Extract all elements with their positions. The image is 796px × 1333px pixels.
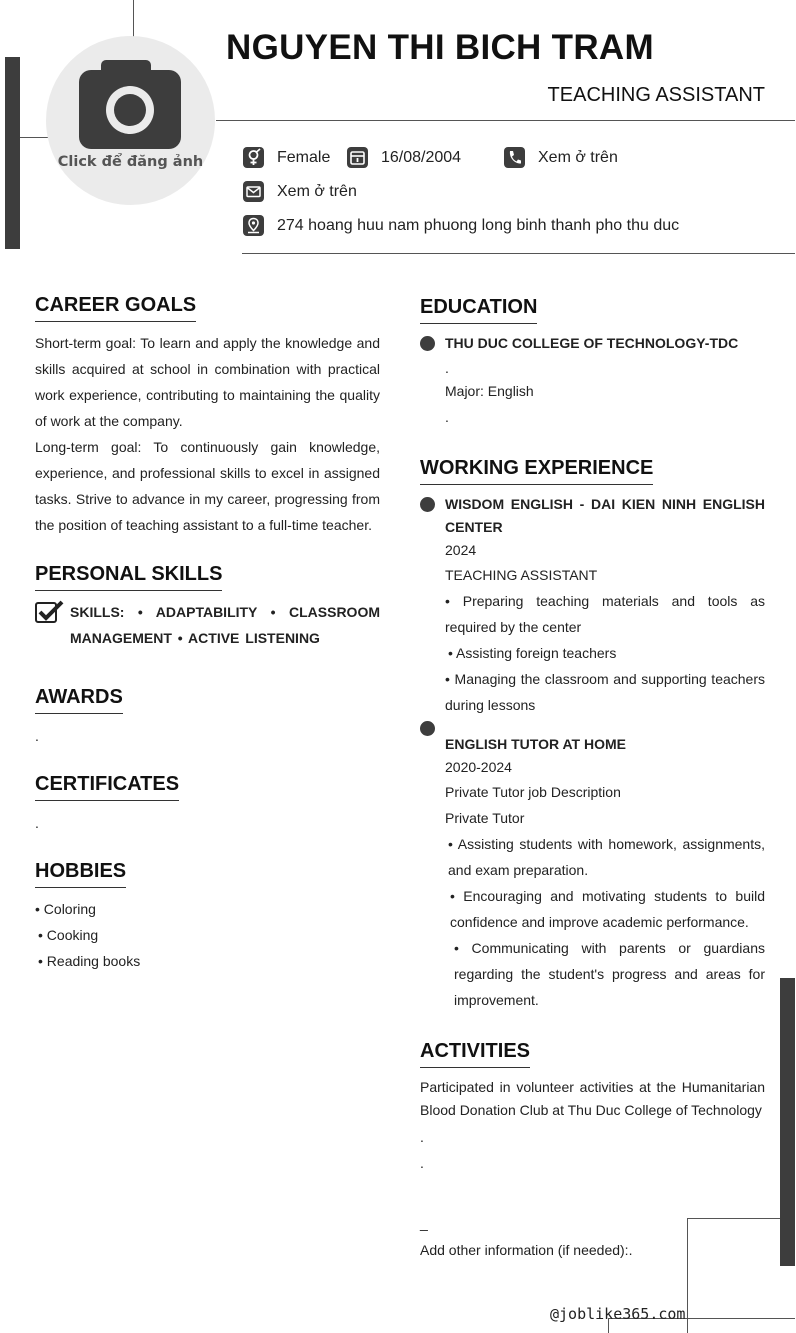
- left-accent-bar: [5, 57, 20, 249]
- task-item: • Managing the classroom and supporting teachers during lessons: [445, 671, 765, 713]
- hobbies-heading: HOBBIES: [35, 860, 126, 888]
- hobby-item: • Cooking: [38, 927, 99, 943]
- phone-icon: [504, 147, 525, 168]
- task-item: • Preparing teaching materials and tools as required by the center: [445, 593, 765, 635]
- activities-line: .: [420, 1155, 424, 1171]
- school-name: THU DUC COLLEGE OF TECHNOLOGY-TDC: [445, 335, 739, 351]
- address-value: 274 hoang huu nam phuong long binh thanh pho thu duc: [277, 217, 680, 234]
- personal-skills-text: SKILLS: • ADAPTABILITY • CLASSROOM MANAGEMENT • ACTIVE LISTENING: [70, 604, 380, 646]
- company-name: ENGLISH TUTOR AT HOME: [445, 736, 626, 752]
- candidate-name: NGUYEN THI BICH TRAM: [226, 28, 654, 67]
- activities-heading: ACTIVITIES: [420, 1040, 530, 1068]
- job-subrole: Private Tutor: [445, 810, 525, 826]
- job-tasks: [445, 831, 765, 1013]
- education-line: .: [445, 360, 449, 376]
- gender-value: Female: [277, 149, 331, 166]
- contact-divider: [242, 253, 795, 254]
- right-accent-bar: [780, 978, 795, 1266]
- checkbox-icon: [35, 600, 64, 624]
- gender-icon: [243, 147, 264, 168]
- camera-icon: [79, 60, 181, 150]
- email-icon: [243, 181, 264, 202]
- email-value[interactable]: Xem ở trên: [277, 183, 357, 200]
- left-horizontal-line: [20, 137, 50, 138]
- job-position: TEACHING ASSISTANT: [547, 84, 765, 106]
- awards-heading: AWARDS: [35, 686, 123, 714]
- top-vertical-line: [133, 0, 134, 40]
- experience-heading: WORKING EXPERIENCE: [420, 457, 653, 485]
- certificates-text: .: [35, 815, 39, 831]
- corner-frame: [687, 1218, 780, 1333]
- phone-value[interactable]: Xem ở trên: [538, 149, 618, 166]
- education-line: .: [445, 409, 449, 425]
- personal-skills-heading: PERSONAL SKILLS: [35, 563, 222, 591]
- activities-dash: _: [420, 1215, 428, 1231]
- avatar-caption[interactable]: Click để đăng ảnh: [57, 154, 204, 170]
- short-term-goal: Short-term goal: To learn and apply the knowledge and skills acquired at school in combination with practical work experience, contributing to maintaining the quality of work at the company.: [35, 335, 380, 429]
- activities-line: .: [420, 1129, 424, 1145]
- company-name: WISDOM ENGLISH - DAI KIEN NINH ENGLISH CENTER: [445, 496, 765, 535]
- other-info: Add other information (if needed):.: [420, 1242, 633, 1258]
- calendar-icon: [347, 147, 368, 168]
- certificates-heading: CERTIFICATES: [35, 773, 179, 801]
- job-time: 2024: [445, 542, 477, 558]
- career-goals-text: [35, 330, 380, 538]
- awards-text: .: [35, 728, 39, 744]
- task-item: • Assisting foreign teachers: [448, 645, 617, 661]
- education-heading: EDUCATION: [420, 296, 537, 324]
- timeline-dot: [420, 336, 435, 351]
- timeline-dot: [420, 721, 435, 736]
- location-icon: [243, 215, 264, 236]
- birthday-value: 16/08/2004: [381, 149, 462, 166]
- header-divider: [216, 120, 795, 121]
- hobby-item: • Coloring: [35, 901, 96, 917]
- job-time: 2020-2024: [445, 759, 512, 775]
- long-term-goal: Long-term goal: To continuously gain knowledge, experience, and professional skills to excel in assigned tasks. Strive to advance in my career, progressing from the position of teaching assistant to a full-time teacher.: [35, 439, 380, 533]
- task-item: • Assisting students with homework, assignments, and exam preparation.: [448, 836, 765, 878]
- task-item: • Communicating with parents or guardians regarding the student's progress and areas for improvement.: [454, 940, 765, 1008]
- job-tasks: [445, 588, 765, 718]
- job-role: TEACHING ASSISTANT: [445, 567, 598, 583]
- timeline-dot: [420, 497, 435, 512]
- activities-text: Participated in volunteer activities at the Humanitarian Blood Donation Club at Thu Duc College of Technology: [420, 1079, 765, 1118]
- hobby-item: • Reading books: [38, 953, 141, 969]
- watermark: @joblike365.com: [550, 1305, 686, 1323]
- job-role: Private Tutor job Description: [445, 784, 621, 800]
- task-item: • Encouraging and motivating students to build confidence and improve academic performance.: [450, 888, 765, 930]
- career-goals-heading: CAREER GOALS: [35, 294, 196, 322]
- major: Major: English: [445, 383, 534, 399]
